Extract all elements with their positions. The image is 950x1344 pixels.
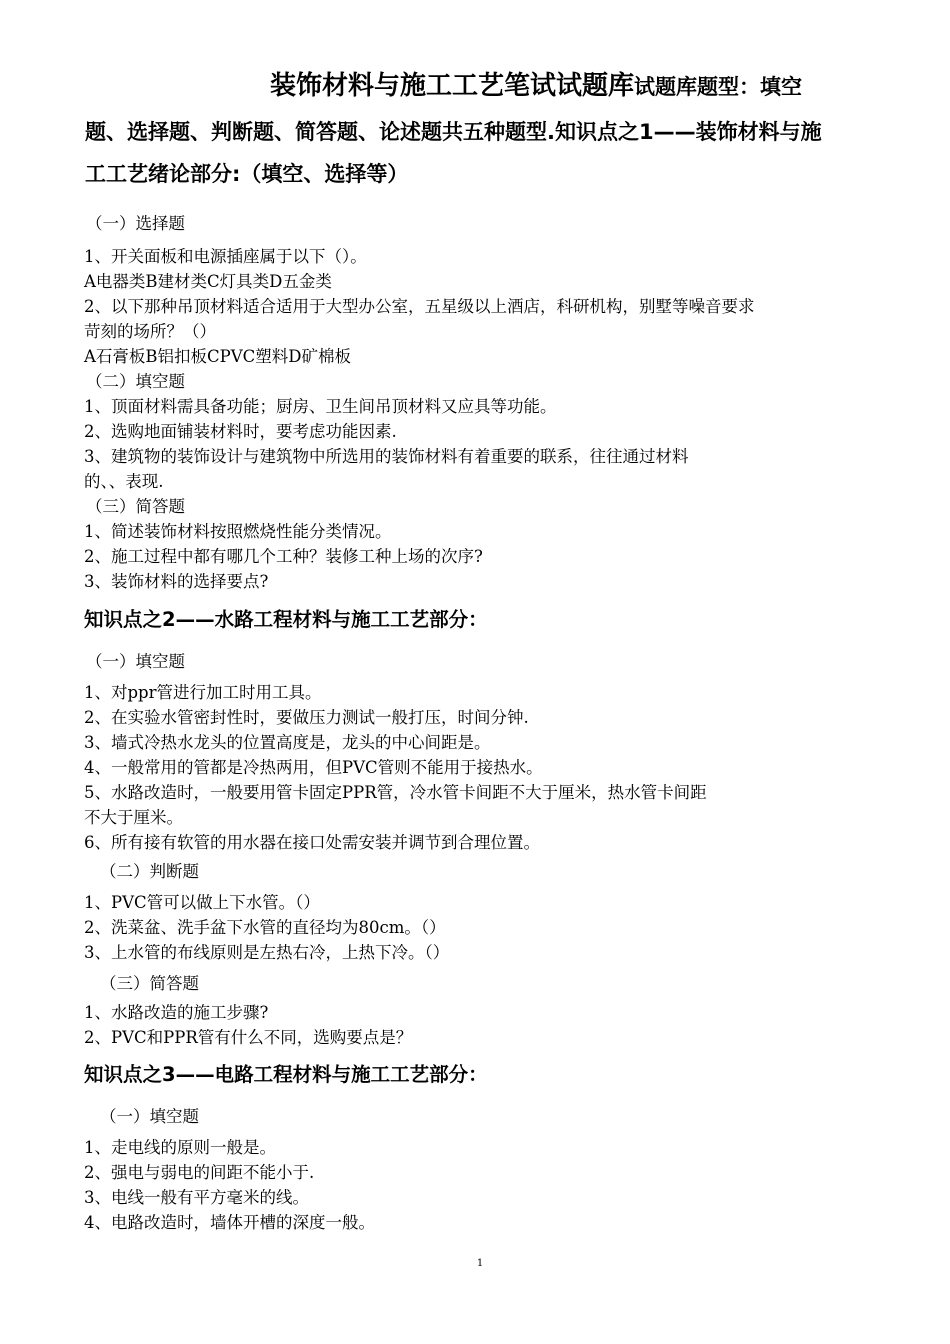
- question-line: 2、以下那种吊顶材料适合适用于大型办公室，五星级以上酒店，科研机构，别墅等噪音要求: [84, 297, 755, 316]
- question-line: 1、顶面材料需具备功能；厨房、卫生间吊顶材料又应具等功能。: [84, 397, 557, 416]
- question-line: 3、上水管的布线原则是左热右冷，上热下冷。（）: [84, 943, 450, 962]
- question-line: 2、洗菜盆、洗手盆下水管的直径均为80cm。（）: [84, 918, 446, 937]
- question-line: 3、墙式冷热水龙头的位置高度是，龙头的中心间距是。: [84, 733, 491, 752]
- question-line: 1、开关面板和电源插座属于以下（）。: [84, 247, 367, 266]
- question-line: 2、强电与弱电的间距不能小于.: [84, 1163, 315, 1182]
- question-line: 1、PVC管可以做上下水管。（）: [84, 893, 320, 912]
- question-line: 苛刻的场所？（）: [84, 322, 216, 341]
- question-line: 2、施工过程中都有哪几个工种？装修工种上场的次序?: [84, 547, 483, 566]
- section1-short-heading: （三）简答题: [86, 497, 185, 516]
- question-line: 3、建筑物的装饰设计与建筑物中所选用的装饰材料有着重要的联系，往往通过材料: [84, 447, 689, 466]
- section3-title: 知识点之3——电路工程材料与施工工艺部分：: [84, 1063, 488, 1086]
- section2-fill-heading: （一）填空题: [86, 652, 185, 671]
- question-line: 1、对ppr管进行加工时用工具。: [84, 683, 322, 702]
- document-title-line: [270, 71, 950, 101]
- document-title: 装饰材料与施工工艺笔试试题库: [270, 71, 635, 101]
- question-line: A石膏板B铝扣板CPVC塑料D矿棉板: [84, 347, 352, 366]
- question-line: 1、简述装饰材料按照燃烧性能分类情况。: [84, 522, 392, 541]
- intro-line-3: 工工艺绪论部分:（填空、选择等）: [85, 162, 409, 186]
- section1-choice-heading: （一）选择题: [86, 214, 185, 233]
- page-number: 1: [476, 1258, 484, 1269]
- question-line: 2、在实验水管密封性时，要做压力测试一般打压，时间分钟.: [84, 708, 529, 727]
- question-line: 5、水路改造时，一般要用管卡固定PPR管，冷水管卡间距不大于厘米，热水管卡间距: [84, 783, 707, 802]
- intro-line-2: 题、选择题、判断题、简答题、论述题共五种题型.知识点之1——装饰材料与施: [85, 120, 822, 144]
- section3-fill-heading: （一）填空题: [100, 1107, 199, 1126]
- question-line: 3、装饰材料的选择要点?: [84, 572, 269, 591]
- question-line: 2、PVC和PPR管有什么不同，选购要点是？: [84, 1028, 413, 1047]
- question-line: 3、电线一般有平方毫米的线。: [84, 1188, 309, 1207]
- question-line: 1、走电线的原则一般是。: [84, 1138, 276, 1157]
- section2-judge-heading: （二）判断题: [100, 862, 199, 881]
- question-line: A电器类B建材类C灯具类D五金类: [84, 272, 332, 291]
- section2-short-heading: （三）简答题: [100, 974, 199, 993]
- question-line: 2、选购地面铺装材料时，要考虑功能因素.: [84, 422, 397, 441]
- title-continuation: 试题库题型：填空: [634, 75, 803, 99]
- question-line: 1、水路改造的施工步骤?: [84, 1003, 269, 1022]
- question-line: 4、一般常用的管都是冷热两用，但PVC管则不能用于接热水。: [84, 758, 543, 777]
- question-line: 不大于厘米。: [84, 808, 183, 827]
- section2-title: 知识点之2——水路工程材料与施工工艺部分：: [84, 608, 488, 631]
- section1-fill-heading: （二）填空题: [86, 372, 185, 391]
- question-line: 4、电路改造时，墙体开槽的深度一般。: [84, 1213, 375, 1232]
- question-line: 6、所有接有软管的用水器在接口处需安装并调节到合理位置。: [84, 833, 540, 852]
- question-line: 的、、表现.: [84, 472, 164, 491]
